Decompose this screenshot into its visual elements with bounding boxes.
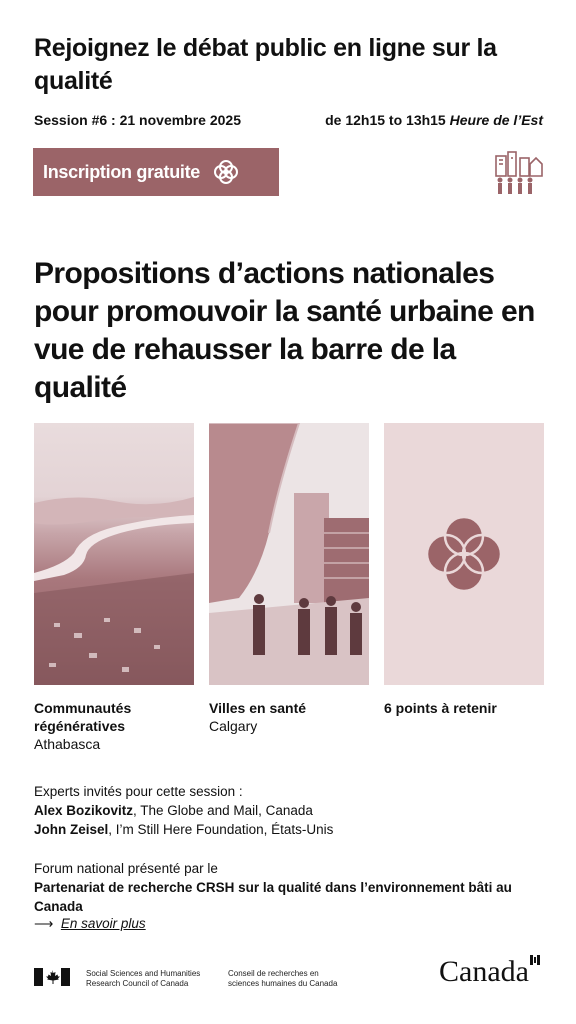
canada-flag-icon — [34, 968, 70, 986]
guest-2: John Zeisel, I’m Still Here Foundation, États-Unis — [34, 822, 334, 837]
card-caption-1: Communautés régénératives Athabasca — [34, 700, 132, 752]
guest-1: Alex Bozikovitz, The Globe and Mail, Canada — [34, 803, 313, 818]
page-title: Rejoignez le débat public en ligne sur la qualité — [34, 34, 497, 95]
canada-wordmark: Canada — [439, 955, 540, 989]
headline: Propositions d’actions nationales pour promouvoir la santé urbaine en vue de rehausser la barre de la qualité — [34, 257, 535, 404]
forum-partner: Partenariat de recherche CRSH sur la qualité dans l’environnement bâti au Canada — [34, 880, 512, 914]
flag-icon — [530, 955, 540, 965]
aerial-river-town-photo — [34, 423, 194, 685]
session-date: Session #6 : 21 novembre 2025 — [34, 112, 241, 128]
guest-experts: Experts invités pour cette session : Alex Bozikovitz, The Globe and Mail, Canada John Zeisel, I’m Still Here Foundation, États-Unis — [34, 782, 534, 839]
sshrc-fr: Conseil de recherches en sciences humaines du Canada — [228, 969, 338, 988]
four-circle-flower-icon — [212, 158, 240, 186]
people-building-photo — [209, 423, 369, 685]
takeaways-panel — [384, 423, 544, 685]
sshrc-en: Social Sciences and Humanities Research Council of Canada — [86, 969, 201, 988]
register-button-label: Inscription gratuite — [43, 161, 201, 182]
city-people-icon — [492, 150, 544, 196]
arrow-right-icon: ⟶ — [34, 916, 61, 931]
session-time: de 12h15 to 13h15 Heure de l’Est — [325, 112, 543, 128]
register-button[interactable] — [33, 148, 279, 196]
more-link[interactable]: ⟶ En savoir plus — [34, 916, 146, 931]
card-caption-3: 6 points à retenir — [384, 700, 497, 716]
card-caption-2: Villes en santé Calgary — [209, 700, 307, 734]
four-circle-flower-icon — [384, 423, 544, 685]
forum-info: Forum national présenté par le Partenariat de recherche CRSH sur la qualité dans l’environnement bâti au Canada — [34, 859, 534, 916]
